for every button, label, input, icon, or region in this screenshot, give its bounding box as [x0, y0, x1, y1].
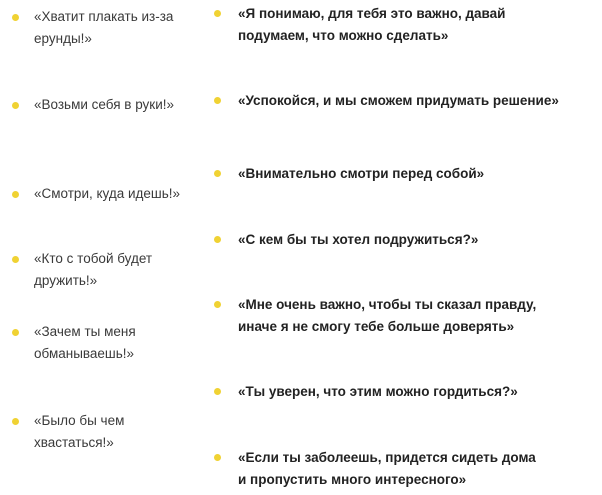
- left-phrase: «Кто с тобой будет дружить!»: [34, 251, 153, 288]
- bullet-dot-icon: [12, 14, 19, 21]
- left-phrase: «Смотри, куда идешь!»: [34, 186, 181, 201]
- right-list-item: [214, 381, 598, 403]
- left-list-item: [12, 94, 202, 116]
- bullet-dot-icon: [214, 454, 221, 461]
- right-list-item: [214, 294, 598, 338]
- right-list-item: [214, 3, 598, 47]
- bullet-dot-icon: [12, 256, 19, 263]
- bullet-dot-icon: [12, 329, 19, 336]
- right-phrase: «Ты уверен, что этим можно гордиться?»: [238, 384, 518, 399]
- left-phrase: «Зачем ты меня обманываешь!»: [34, 324, 136, 361]
- left-list-item: [12, 410, 202, 454]
- bullet-dot-icon: [12, 191, 19, 198]
- right-phrase: «Успокойся, и мы сможем придумать решение»: [238, 93, 559, 108]
- bullet-dot-icon: [214, 97, 221, 104]
- bullet-dot-icon: [214, 236, 221, 243]
- left-phrase: «Возьми себя в руки!»: [34, 97, 175, 112]
- bullet-dot-icon: [214, 388, 221, 395]
- right-phrase: «С кем бы ты хотел подружиться?»: [238, 232, 479, 247]
- left-list-item: [12, 183, 202, 205]
- right-phrase: «Я понимаю, для тебя это важно, давай подумаем, что можно сделать»: [238, 6, 506, 43]
- right-phrase: «Внимательно смотри перед собой»: [238, 166, 485, 181]
- right-phrase: «Если ты заболеешь, придется сидеть дома и пропустить много интересного»: [238, 450, 536, 487]
- left-list-item: [12, 248, 202, 292]
- left-list-item: [12, 321, 202, 365]
- bullet-dot-icon: [12, 418, 19, 425]
- right-list-item: [214, 90, 598, 112]
- bullet-dot-icon: [214, 10, 221, 17]
- left-phrase: «Хватит плакать из-за ерунды!»: [34, 9, 174, 46]
- bullet-dot-icon: [214, 301, 221, 308]
- right-list-item: [214, 447, 598, 491]
- left-phrase: «Было бы чем хвастаться!»: [34, 413, 125, 450]
- right-list-item: [214, 229, 598, 251]
- bullet-dot-icon: [12, 102, 19, 109]
- left-list-item: [12, 6, 202, 50]
- right-phrase: «Мне очень важно, чтобы ты сказал правду, иначе я не смогу тебе больше доверять»: [238, 297, 537, 334]
- bullet-dot-icon: [214, 170, 221, 177]
- right-list-item: [214, 163, 598, 185]
